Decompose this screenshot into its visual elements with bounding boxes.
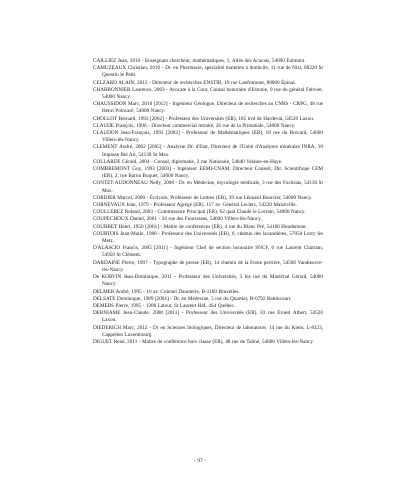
list-entry: CORNEVAUX Jean, 1979 - Professeur Agrégé (ER), 117 av. Général Leclerc, 54220 Malzéville. xyxy=(93,202,297,209)
list-entry: CHARBONNIER Laurence, 2003 - Avocate à la Cour, Consul honoraire d'Estonie, 9 rue du général Fabvier, 54000 Nancy. xyxy=(93,86,323,101)
list-entry: COUPECHOUX Daniel, 2001 - 34 rue des Fourrasses, 54600 Villers-lès-Nancy. xyxy=(93,216,262,223)
list-entry: CLEMENT André, 2002 [2005] - Analyste Dr. d'Etat, Directeur de l'Unité d'Analyses minérales INRA, 10 Impasse Bel Air, 54130 St Max. xyxy=(93,144,323,158)
list-entry: COURBET Henri, 1950 [2001] - Maître de conférences (ER), 4 rue du Blanc Pré, 54180 Houdemont. xyxy=(93,223,307,230)
list-entry: CHAUSSIDON Marc, 2010 [2012] - Ingénieur Géologue, Directeur de recherches au CNRS - CRPG, 48 rue Henri Poincaré, 54000 Nancy. xyxy=(93,101,323,115)
list-entry: COULLEREZ Roland, 2003 - Commissaire Principal (ER), 62 quai Claude le Lorrain, 54000 Nancy. xyxy=(93,209,306,216)
list-entry: DELSATE Dominique, 1989 [2001] - Dr. en Médecine, 5 rue du Quartier, B-6792 Battincourt. xyxy=(93,295,292,302)
list-entry: DERNIAME Jean-Claude, 2008 [2011] - Professeur des Universités (ER), 83 rue Ernest Albert, 54520 Laxou. xyxy=(93,310,323,324)
list-entry: DEMERS Pierre, 1995 - 1200 Latour, St Laurent H4L 4S4 Québec. xyxy=(93,302,236,309)
list-entry: CONTET-AUDONNEAU Nelly, 2008 - Dr. en Médecine, mycologie médicale, 3 rue des Fuchsias, 54130 St Max. xyxy=(93,180,323,194)
page-number: - 97 - xyxy=(193,458,207,464)
list-entry: CELZARD ALAIN, 2012 - Directeur de recherches ENSTIB, 19 rue Lanfromont, 88000 Épinal. xyxy=(93,79,296,86)
list-entry: DARDAINE Pierre, 1997 - Typographe de presse (ER), 14 chemin de la Fosse perrière, 54500 Vandœuvre-lès-Nancy. xyxy=(93,259,323,273)
list-entry: DIGUET René, 2011 - Maître de conférence hors classe (ER), 48 rue de Taliné, 54600 Villers-lès-Nancy. xyxy=(93,338,314,345)
list-entry: COMBREMONT Guy, 1993 [2003] - Ingénieur EEMI-CNAM, Directeur Conseil, Dir. Scientifique CEM (ER), 2, rue Baron Buquet, 54000 Nancy. xyxy=(93,166,323,180)
list-entry: CAMUZEAUX Christian, 2010 - Dr. en Pharmacie, spécialité maintien à domicile, 11 rue de Nizi, 08220 St Quentin le Petit. xyxy=(93,65,323,79)
list-entry: COURTOIS Jean-Marie, 1988 - Professeur des Universités (ER), 6, chemin des lavandières, 57050 Lorry lès Metz. xyxy=(93,230,323,245)
list-entry: CLAUDE François, 1996 - Directeur commercial retraité, 26 rue de la Primatiale, 54000 Nancy. xyxy=(93,122,296,129)
member-list xyxy=(93,58,323,346)
list-entry: CAILLIEZ Jean, 2010 - Enseignant chercheur, mathématiques, 1, Allée des Acacias, 54690 Eulmont. xyxy=(93,58,306,64)
list-entry: D'ALASCIO Francis, 2005 [2011] - Ingénieur Chef de section honoraire SNCF, 6 rue Laurent Chatrian, 54950 St Clément. xyxy=(93,245,323,259)
list-entry: DELMER André, 1995 - 16 av. Colonel Daumerie, B-1160 Bruxelles. xyxy=(93,288,240,295)
list-entry: COLLARDE Gérald, 2004 - Consul, diplomatie, 3 rue Nationale, 54840 Velaine-en-Haye. xyxy=(93,158,283,165)
list-entry: CORDIER Marcel, 2000 - Écrivain, Professeur de Lettres (ER), 39 rue Léonard Bourcier, 54000 Nancy. xyxy=(93,194,313,201)
list-entry: De KORVIN Jean-Dominique, 2011 - Professeur des Universités, 3 bis rue du Maréchal Gérard, 54000 Nancy. xyxy=(93,274,323,288)
list-entry: DIEDERICH Marc, 2012 - Dr en Sciences biologiques, Directeur de laboratoire, 14 rue du Kiem, L-8323, Cappellen Luxembourg. xyxy=(93,324,323,338)
list-entry: CLAUDON Jean-François, 1993 [2002] - Professeur de Mathématiques (ER), 18 rue du Brocard, 54600 Villers-lès-Nancy. xyxy=(93,130,323,144)
list-entry: CHOLLOT Bernard, 1993 [2002] - Professeur des Universités (ER), 105 bvd de Hardeval, 54520 Laxou. xyxy=(93,115,315,122)
